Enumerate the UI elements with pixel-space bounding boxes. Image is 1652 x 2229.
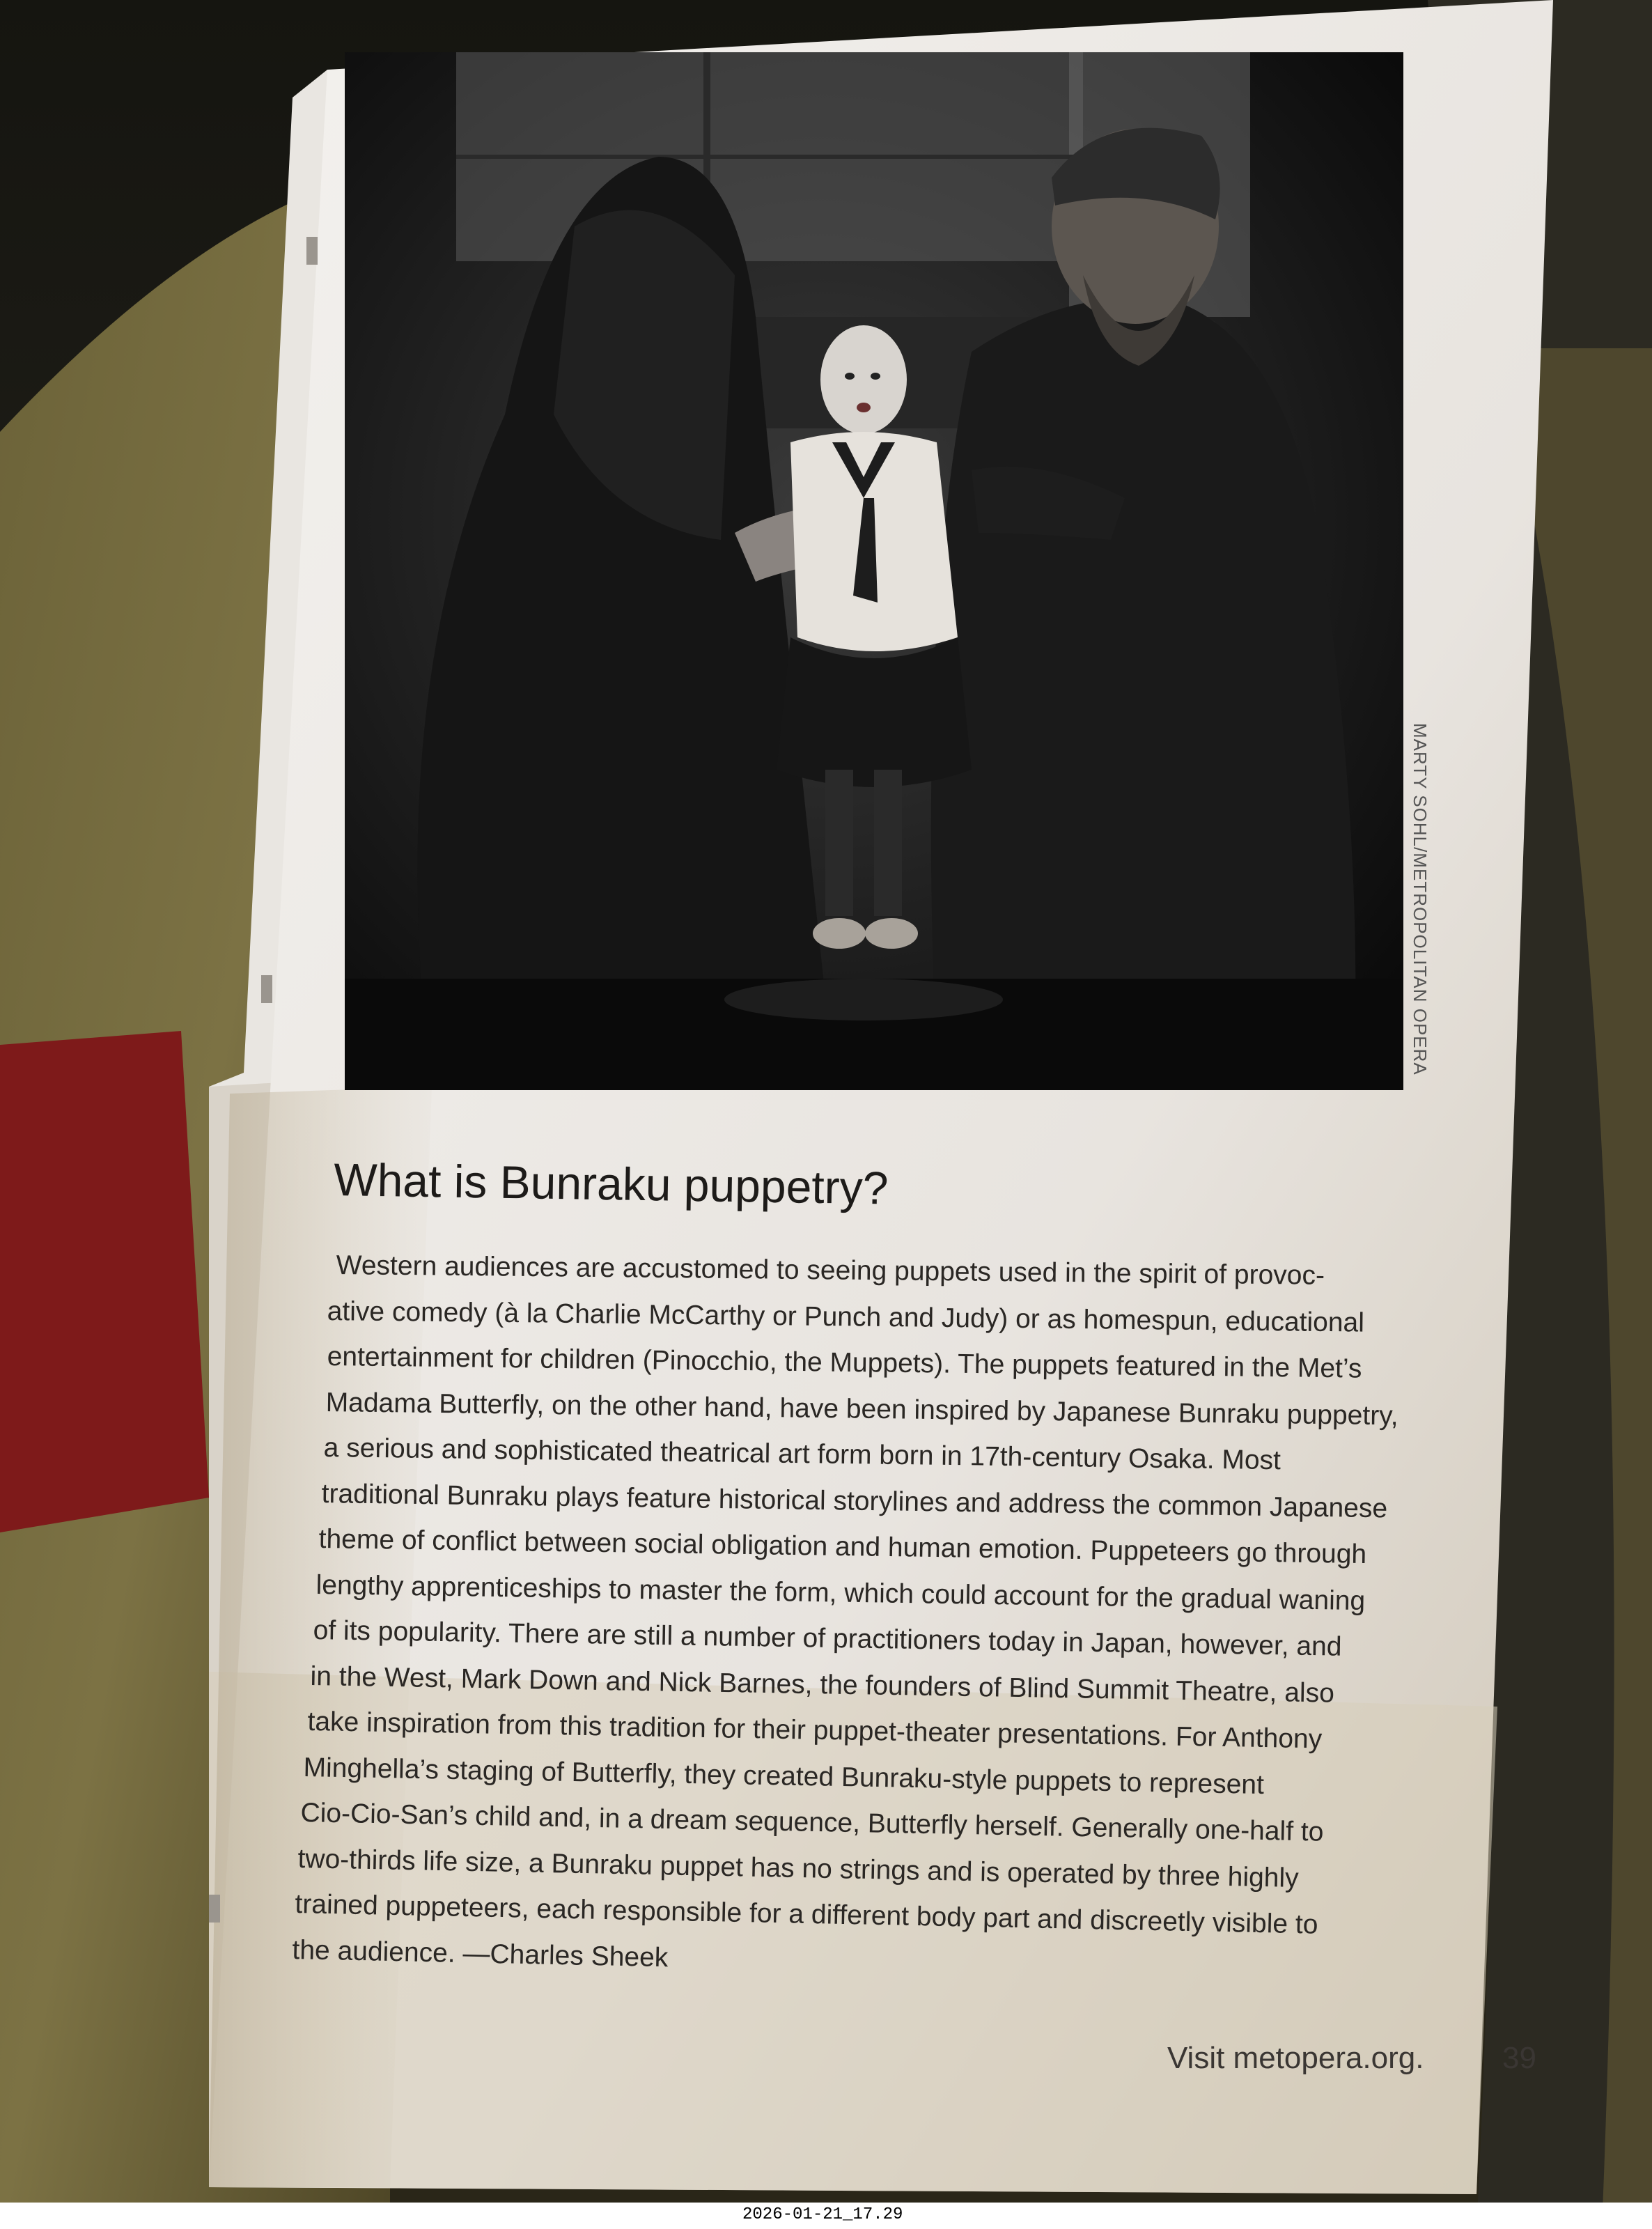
footer-visit-link: Visit metopera.org.: [1167, 2041, 1424, 2075]
article-line: Cio-Cio-San’s child and, in a dream sequence, Butterfly herself. Generally one-half to: [300, 1798, 1324, 1847]
article-line: in the West, Mark Down and Nick Barnes, the founders of Blind Summit Theatre, also: [310, 1661, 1335, 1709]
article-line: Minghella’s staging of Butterfly, they created Bunraku-style puppets to represent: [303, 1752, 1265, 1800]
article-line: Madama Butterfly, on the other hand, have been inspired by Japanese Bunraku puppetry,: [325, 1387, 1398, 1431]
article-line: ative comedy (à la Charlie McCarthy or Punch and Judy) or as homespun, educational: [327, 1296, 1365, 1338]
article-line: a serious and sophisticated theatrical art form born in 17th-century Osaka. Most: [323, 1433, 1281, 1476]
puppet-photo: [345, 52, 1403, 1090]
article-line: of its popularity. There are still a number of practitioners today in Japan, however, and: [313, 1615, 1342, 1662]
article-line: entertainment for children (Pinocchio, the Muppets). The puppets featured in the Met’s: [327, 1342, 1362, 1384]
article-line: traditional Bunraku plays feature historical storylines and address the common Japanese: [321, 1478, 1388, 1523]
article-line: lengthy apprenticeships to master the form, which could account for the gradual waning: [315, 1569, 1366, 1616]
article-line: Western audiences are accustomed to seeing puppets used in the spirit of provoc-: [336, 1250, 1325, 1291]
article-title: What is Bunraku puppetry?: [333, 1153, 889, 1214]
article-line: theme of conflict between social obligation and human emotion. Puppeteers go through: [318, 1524, 1367, 1570]
photo-credit: MARTY SOHL/METROPOLITAN OPERA: [1410, 723, 1431, 1075]
article-line: the audience. —Charles Sheek: [292, 1934, 669, 1973]
article-line: trained puppeteers, each responsible for a different body part and discreetly visible to: [295, 1889, 1318, 1940]
timestamp-bar: [0, 2203, 1652, 2229]
article-line: take inspiration from this tradition for their puppet-theater presentations. For Anthony: [307, 1707, 1323, 1755]
page-number: 39: [1502, 2041, 1536, 2075]
article-line: two-thirds life size, a Bunraku puppet has no strings and is operated by three highly: [297, 1843, 1300, 1893]
staple: [306, 237, 318, 265]
timestamp-text: 2026-01-21_17.29: [742, 2205, 903, 2224]
